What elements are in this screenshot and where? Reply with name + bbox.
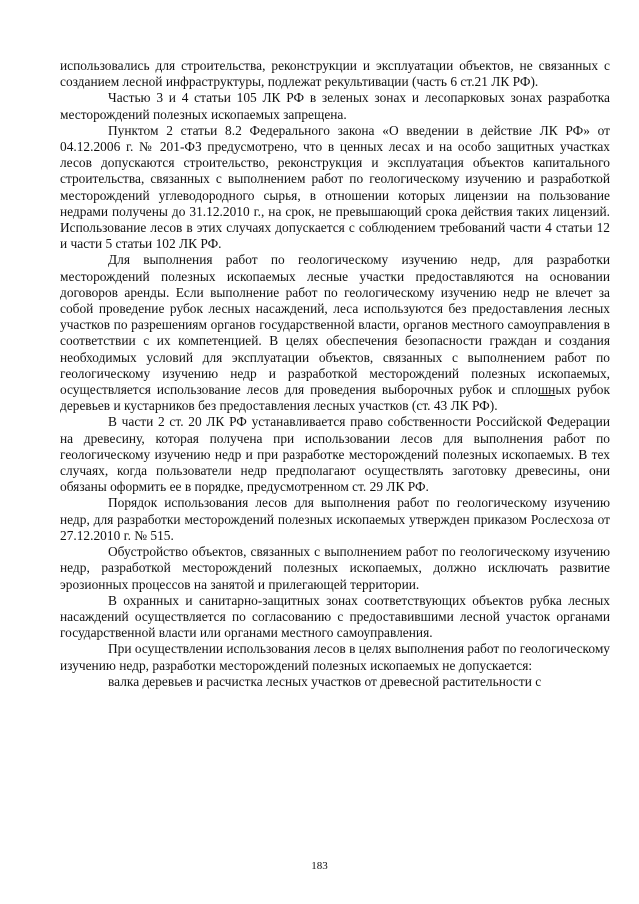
page-number: 183 xyxy=(311,860,328,872)
paragraph-text-after: ых рубок деревьев и кустарников без предоставления лесных участков (ст. 43 ЛК РФ). xyxy=(60,382,610,414)
paragraph-tree-felling: валка деревьев и расчистка лесных участков от древесной растительности с xyxy=(108,673,542,689)
paragraph-erosion: Обустройство объектов, связанных с выполнением работ по геологическому изучению недр, разработкой месторождений полезных ископаемых, должно исключать развитие эрозионных процессов на занятой и прилегающей территории. xyxy=(60,544,610,592)
document-page xyxy=(60,58,610,690)
paragraph-wood-ownership: В части 2 ст. 20 ЛК РФ устанавливается право собственности Российской Федерации на древесину, которая получена при использовании лесов для выполнения работ по геологическому изучению недр и при разработке месторождений полезных ископаемых. В тех случаях, когда пользователи недр предполагают осуществлять заготовку древесины, они обязаны оформить ее в порядке, предусмотренном ст. 29 ЛК РФ. xyxy=(60,414,610,495)
paragraph-continuation: использовались для строительства, реконструкции и эксплуатации объектов, не связанных с созданием лесной инфраструктуры, подлежат рекультивации (часть 6 ст.21 ЛК РФ). xyxy=(60,58,610,90)
paragraph-article-105: Частью 3 и 4 статьи 105 ЛК РФ в зеленых зонах и лесопарковых зонах разработка месторождений полезных ископаемых запрещена. xyxy=(60,90,610,122)
paragraph-text-before: Для выполнения работ по геологическому изучению недр, для разработки месторождений полезных ископаемых лесные участки предоставляются на основании договоров аренды. Если выполнение работ по геологическому изучению недр не влечет за собой проведение рубок лесных насаждений, леса используются без предоставления лесных участков по разрешениям органов государственной власти, органов местного самоуправления в соответствии с их компетенцией. В целях обеспечения безопасности граждан и создания необходимых условий для эксплуатации объектов, связанных с выполнением работ по геологическому изучению недр и разработкой месторождений полезных ископаемых, осуществляется использование лесов для проведения выборочных рубок и спло xyxy=(60,252,610,398)
paragraph-lease-agreements xyxy=(60,252,610,414)
paragraph-protection-zones: В охранных и санитарно-защитных зонах соответствующих объектов рубка лесных насаждений осуществляется по согласованию с предоставившими лесной участок органами государственной власти или органами местного самоуправления. xyxy=(60,592,610,641)
paragraph-procedure-order: Порядок использования лесов для выполнения работ по геологическому изучению недр, для разработки месторождений полезных ископаемых утвержден приказом Рослесхоза от 27.12.2010 г. № 515. xyxy=(60,495,610,543)
paragraph-not-allowed: При осуществлении использования лесов в целях выполнения работ по геологическому изучению недр, разработки месторождений полезных ископаемых не допускается: xyxy=(60,641,610,673)
underlined-text: шн xyxy=(537,382,556,398)
paragraph-federal-law: Пунктом 2 статьи 8.2 Федерального закона «О введении в действие ЛК РФ» от 04.12.2006 г. № 201-ФЗ предусмотрено, что в ценных лесах и на особо защитных участках лесов допускаются строительство, реконструкция и эксплуатация объектов капитального строительства, связанных с выполнением работ по геологическому изучению и разработкой месторождений углеводородного сырья, в отношении которых лицензии на пользование недрами получены до 31.12.2010 г., на срок, не превышающий срока действия таких лицензий. Использование лесов в этих случаях допускается с соблюдением требований части 4 статьи 12 и части 5 статьи 102 ЛК РФ. xyxy=(60,122,610,252)
